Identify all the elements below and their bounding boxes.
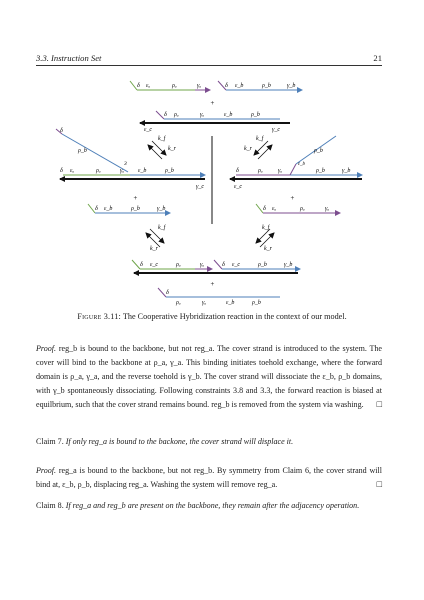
rate-kr: k_r (150, 246, 158, 252)
qed-symbol: □ (376, 478, 382, 489)
domain-label-d: δ (60, 168, 63, 174)
label-three: 3 (124, 161, 127, 167)
domain-label-gb: γ_b (342, 168, 351, 174)
top-reactants (130, 81, 302, 133)
equilibrium-right (244, 135, 272, 159)
plus-sign: + (290, 194, 295, 202)
claim-text: If reg_a and reg_b are present on the backbone, they remain after the adjacency operation. (65, 501, 360, 510)
domain-label-gc: γ_c (272, 127, 281, 133)
domain-label-d: δ (222, 262, 225, 268)
domain-label-ga: γₐ (325, 206, 330, 212)
domain-label-pb: ρ_b (258, 262, 267, 268)
strand-segment (156, 111, 164, 119)
rate-kf: k_f (158, 225, 166, 231)
rate-kr: k_r (168, 146, 176, 152)
proof-lead: Proof. (36, 466, 57, 475)
domain-label-d: δ (95, 206, 98, 212)
bottom-products (132, 260, 300, 306)
domain-label-pb: ρ_b (262, 83, 271, 89)
strand-segment (130, 81, 137, 90)
strand-segment (290, 164, 296, 175)
domain-label-ga: γₐ (200, 262, 205, 268)
proof-text: reg_b is bound to the backbone, but not reg_a. The cover strand is introduced to the system. The cover will bind to the backbone at ρ_a, γ_a. This binding initiates toehold exchange, where the forward domain is ρ_a, γ_a, and the reverse toehold is γ_b. The cover strand will dissociate the ε_b, ρ_b domains, with γ_b spontaneously dissociating. Following constraints 3.8 and 3.3, the forward reaction is biased at equilbrium, such that the cover strand remains bound. reg_b is removed from the system via washing. (36, 344, 382, 409)
domain-label-gc: γ_c (196, 184, 205, 190)
domain-label-ga: γₐ (202, 300, 207, 306)
claim-text: If only reg_a is bound to the backone, the cover strand will displace it. (65, 437, 294, 446)
equilibrium-lower-right (256, 224, 274, 252)
domain-label-pb: ρ_b (314, 148, 323, 154)
domain-label-ga: γₐ (197, 83, 202, 89)
proof-paragraph-1 (36, 342, 382, 412)
domain-label-pa: ρₐ (176, 262, 181, 268)
domain-label-d: δ (263, 206, 266, 212)
page-number: 21 (373, 53, 382, 63)
cooperative-hybridization-figure (0, 74, 424, 310)
proof-paragraph-2 (36, 464, 382, 492)
domain-label-pb: ρ_b (251, 112, 260, 118)
domain-label-ec: ε_c (234, 184, 243, 190)
strand-segment (62, 134, 128, 172)
domain-label-d: δ (137, 83, 140, 89)
domain-label-gb: γ_b (287, 83, 296, 89)
domain-label-gb: γ_b (284, 262, 293, 268)
caption-text: The Cooperative Hybridization reaction in the context of our model. (122, 312, 347, 321)
domain-label-ga: γₐ (120, 168, 125, 174)
domain-label-eb: ε_b (226, 300, 235, 306)
domain-label-pa: ρₐ (176, 300, 181, 306)
rate-kr: k_r (244, 146, 252, 152)
domain-label-ga: γₐ (200, 112, 205, 118)
equilibrium-lower-left (146, 224, 167, 252)
domain-label-d: δ (236, 168, 239, 174)
proof-text: reg_a is bound to the backbone, but not reg_b. By symmetry from Claim 6, the cover strand will bind at, ε_b, ρ_b, displacing reg_a. Washing the system will remove reg_a. (36, 466, 382, 489)
figure-caption (60, 311, 364, 322)
section-title: 3.3. Instruction Set (36, 53, 102, 63)
domain-label-eb: ε_b (104, 206, 113, 212)
domain-label-pb: ρ_b (165, 168, 174, 174)
domain-label-pb: ρ_b (316, 168, 325, 174)
domain-label-d: δ (225, 83, 228, 89)
strand-segment (132, 260, 140, 269)
domain-label-pb: ρ_b (131, 206, 140, 212)
domain-label-eb: ε_b (298, 162, 305, 167)
domain-label-ea: εₐ (70, 168, 75, 174)
left-intermediate (56, 128, 205, 213)
plus-sign: + (210, 280, 215, 288)
running-header (36, 53, 382, 67)
domain-label-pb: ρ_b (252, 300, 261, 306)
domain-label-eb: ε_b (224, 112, 233, 118)
rate-kf: k_f (256, 136, 264, 142)
rate-kf: k_f (158, 136, 166, 142)
domain-label-d: δ (60, 128, 63, 134)
rate-kr: k_r (264, 246, 272, 252)
claim-lead: Claim 7. (36, 437, 64, 446)
strand-segment (256, 204, 263, 213)
claim-7 (36, 435, 382, 449)
domain-label-d: δ (164, 112, 167, 118)
domain-label-eb: ε_b (138, 168, 147, 174)
domain-label-pa: ρₐ (258, 168, 263, 174)
domain-label-pa: ρₐ (172, 83, 177, 89)
plus-sign: + (133, 194, 138, 202)
domain-label-ga: γₐ (278, 168, 283, 174)
strand-segment (88, 204, 95, 213)
caption-label: Figure 3.11: (77, 312, 121, 321)
domain-label-ec: ε_c (232, 262, 241, 268)
domain-label-ec: ε_c (150, 262, 159, 268)
qed-symbol: □ (376, 398, 382, 409)
domain-label-d: δ (166, 290, 169, 296)
strand-segment (214, 260, 222, 269)
domain-label-eb: ε_b (235, 83, 244, 89)
equilibrium-left (148, 135, 177, 159)
domain-label-d: δ (140, 262, 143, 268)
domain-label-pa: ρₐ (96, 168, 101, 174)
domain-label-pb: ρ_b (78, 148, 87, 154)
domain-label-pa: ρₐ (174, 112, 179, 118)
header-rule (36, 65, 382, 66)
claim-8 (36, 499, 382, 513)
rate-kf: k_f (262, 225, 270, 231)
proof-lead: Proof. (36, 344, 57, 353)
domain-label-ea: εₐ (272, 206, 277, 212)
strand-segment (158, 288, 166, 297)
domain-label-gb: γ_b (157, 206, 166, 212)
domain-label-ec: ε_c (144, 127, 153, 133)
claim-lead: Claim 8. (36, 501, 64, 510)
domain-label-ea: εₐ (146, 83, 151, 89)
domain-label-pa: ρₐ (300, 206, 305, 212)
plus-sign: + (210, 99, 215, 107)
